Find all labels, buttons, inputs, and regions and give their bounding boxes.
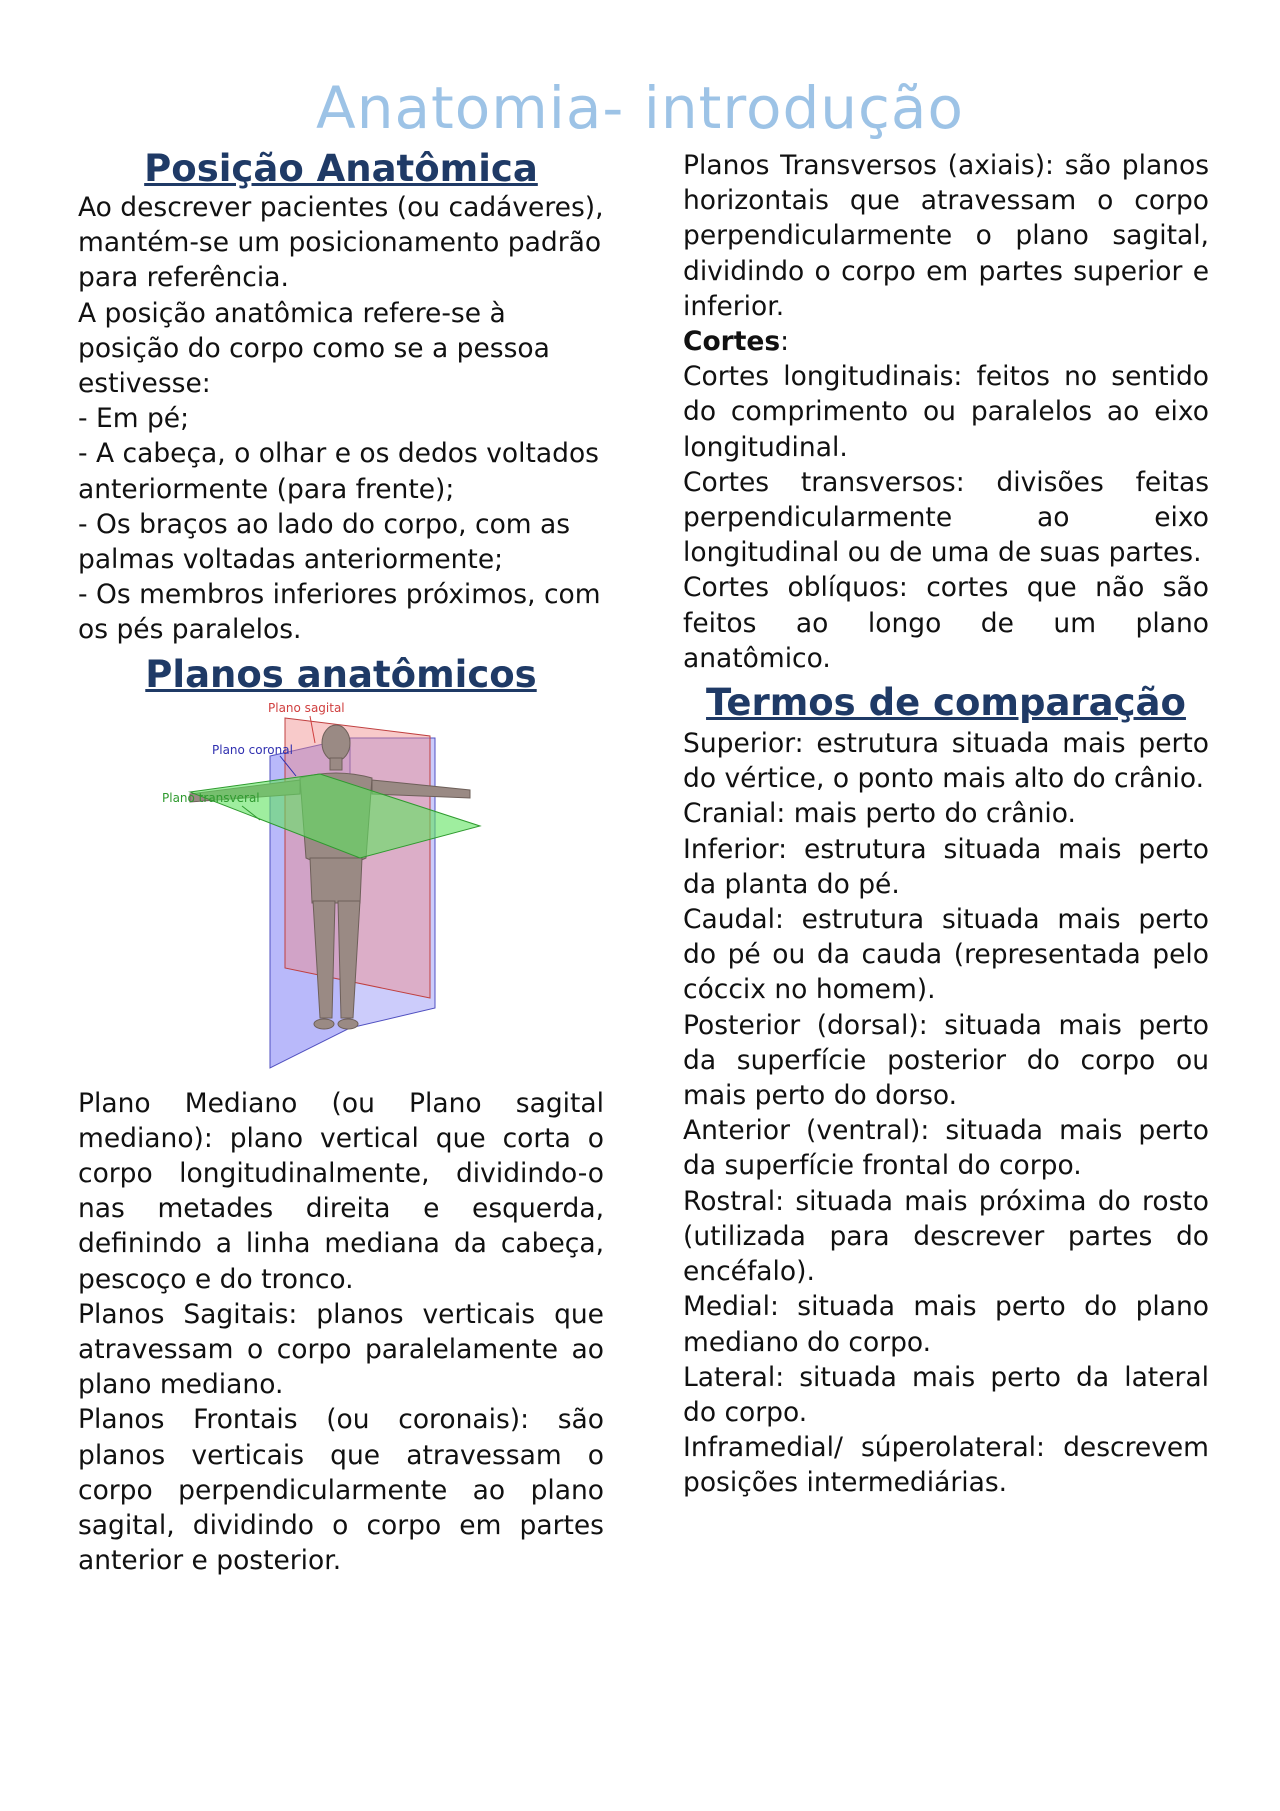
label-plano-sagital: Plano sagital [268, 700, 345, 715]
term-medial: Medial: situada mais perto do plano mediano do corpo. [683, 1291, 1209, 1358]
label-plano-coronal: Plano coronal [212, 742, 293, 757]
heading-planos-anatomicos: Planos anatômicos [145, 652, 537, 696]
position-definition: A posição anatômica refere-se à posição do corpo como se a pessoa estivesse: [78, 297, 550, 400]
intro-paragraph: Ao descrever pacientes (ou cadáveres), mantém-se um posicionamento padrão para referência. [78, 192, 604, 294]
page-title: Anatomia- introdução [316, 74, 964, 142]
term-inframedial: Inframedial/ súperolateral: descrevem posições intermediárias. [683, 1432, 1209, 1499]
list-item: - Os braços ao lado do corpo, com as palmas voltadas anteriormente; [78, 508, 571, 576]
label-plano-transveral: Plano transveral [162, 790, 260, 805]
anatomical-planes-figure [78, 698, 604, 1086]
anatomical-planes-illustration [150, 698, 530, 1086]
heading-termos-de-comparacao: Termos de comparação [706, 681, 1186, 725]
list-item: - A cabeça, o olhar e os dedos voltados anteriormente (para frente); [78, 438, 599, 505]
term-posterior: Posterior (dorsal): situada mais perto da superfície posterior do corpo ou mais perto do dorso. [683, 1009, 1209, 1112]
term-lateral: Lateral: situada mais perto da lateral do corpo. [683, 1361, 1209, 1428]
cortes-obliquos-paragraph: Cortes oblíquos: cortes que não são feitos ao longo de um plano anatômico. [683, 572, 1209, 674]
left-column [78, 146, 604, 1578]
heading-posicao-anatomica: Posição Anatômica [144, 147, 538, 190]
cortes-colon: : [780, 326, 790, 358]
planos-frontais-paragraph: Planos Frontais (ou coronais): são planos verticais que atravessam o corpo perpendicularmente ao plano sagital, dividindo o corpo em partes anterior e posterior. [78, 1404, 604, 1577]
planos-sagitais-paragraph: Planos Sagitais: planos verticais que atravessam o corpo paralelamente ao plano mediano. [78, 1298, 604, 1401]
right-column [683, 148, 1209, 1501]
cortes-transversos-paragraph: Cortes transversos: divisões feitas perpendicularmente ao eixo longitudinal ou de uma de suas partes. [683, 466, 1209, 569]
list-item: - Os membros inferiores próximos, com os pés paralelos. [78, 579, 601, 646]
term-inferior: Inferior: estrutura situada mais perto da planta do pé. [683, 833, 1209, 900]
term-anterior: Anterior (ventral): situada mais perto da superfície frontal do corpo. [683, 1115, 1209, 1182]
cortes-heading: Cortes [683, 326, 781, 358]
planos-transversos-paragraph: Planos Transversos (axiais): são planos horizontais que atravessam o corpo perpendicularmente o plano sagital, dividindo o corpo em partes superior e inferior. [683, 150, 1209, 322]
term-rostral: Rostral: situada mais próxima do rosto (utilizada para descrever partes do encéfalo). [683, 1185, 1209, 1288]
plano-mediano-paragraph: Plano Mediano (ou Plano sagital mediano): plano vertical que corta o corpo longitudinalmente, dividindo-o nas metades direita e esquerda, definindo a linha mediana da cabeça, pescoço e do tronco. [78, 1087, 604, 1295]
term-superior: Superior: estrutura situada mais perto do vértice, o ponto mais alto do crânio. [683, 728, 1209, 795]
cortes-longitudinais-paragraph: Cortes longitudinais: feitos no sentido do comprimento ou paralelos ao eixo longitudinal. [683, 361, 1209, 463]
list-item: - Em pé; [78, 403, 190, 435]
cortes-label [683, 324, 1209, 359]
term-caudal: Caudal: estrutura situada mais perto do pé ou da cauda (representada pelo cóccix no homem). [683, 904, 1209, 1006]
term-cranial: Cranial: mais perto do crânio. [683, 798, 1076, 830]
